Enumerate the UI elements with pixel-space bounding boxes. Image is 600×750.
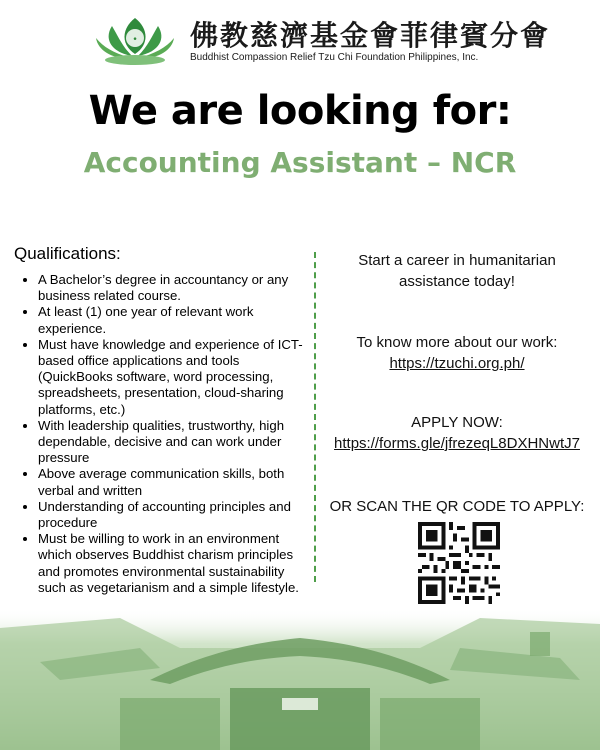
list-item: • A Bachelor’s degree in accountancy or any business related course. — [38, 272, 304, 304]
svg-text:•: • — [132, 35, 138, 45]
list-item: • Must have knowledge and experience of ICT-based office applications and tools (QuickBooks software, word processing, spreadsheets, presentation, cloud-sharing platforms, etc.) — [38, 337, 304, 418]
jing-si-hall-building-image — [0, 588, 600, 750]
header — [0, 0, 600, 80]
headline: We are looking for: — [88, 88, 512, 134]
list-item: • Understanding of accounting principles and procedure — [38, 499, 304, 531]
career-text: Start a career in humanitarian assistance today! — [358, 252, 556, 290]
know-more-label: To know more about our work: — [356, 334, 558, 351]
qr-label: OR SCAN THE QR CODE TO APPLY: — [329, 498, 585, 515]
job-title: Accounting Assistant – NCR — [83, 146, 517, 179]
apply-block — [322, 412, 592, 454]
qualifications-section — [14, 244, 304, 596]
list-item: • Must be willing to work in an environment which observes Buddhist charism principles and promotes environmental sustainability such as vegetarianism and a simple lifestyle. — [38, 531, 304, 596]
org-name-chinese: 佛教慈濟基金會菲律賓分會 — [190, 19, 551, 52]
apply-label: APPLY NOW: — [411, 414, 503, 431]
tzu-chi-lotus-logo-icon — [92, 14, 178, 68]
apply-link[interactable]: https://forms.gle/jfrezeqL8DXHNwtJ7 — [334, 435, 580, 452]
list-item: • At least (1) one year of relevant work experience. — [38, 304, 304, 336]
career-block — [322, 250, 592, 292]
list-item: • Above average communication skills, both verbal and written — [38, 466, 304, 498]
qr-block — [322, 496, 592, 517]
know-more-block — [322, 332, 592, 374]
list-item: • With leadership qualities, trustworthy, high dependable, decisive and can work under pressure — [38, 418, 304, 467]
qualifications-list — [14, 272, 304, 596]
dashed-divider — [314, 252, 316, 582]
qualifications-title: Qualifications: — [14, 244, 121, 263]
org-name-english: Buddhist Compassion Relief Tzu Chi Foundation Philippines, Inc. — [190, 52, 479, 63]
website-link[interactable]: https://tzuchi.org.ph/ — [389, 355, 525, 372]
